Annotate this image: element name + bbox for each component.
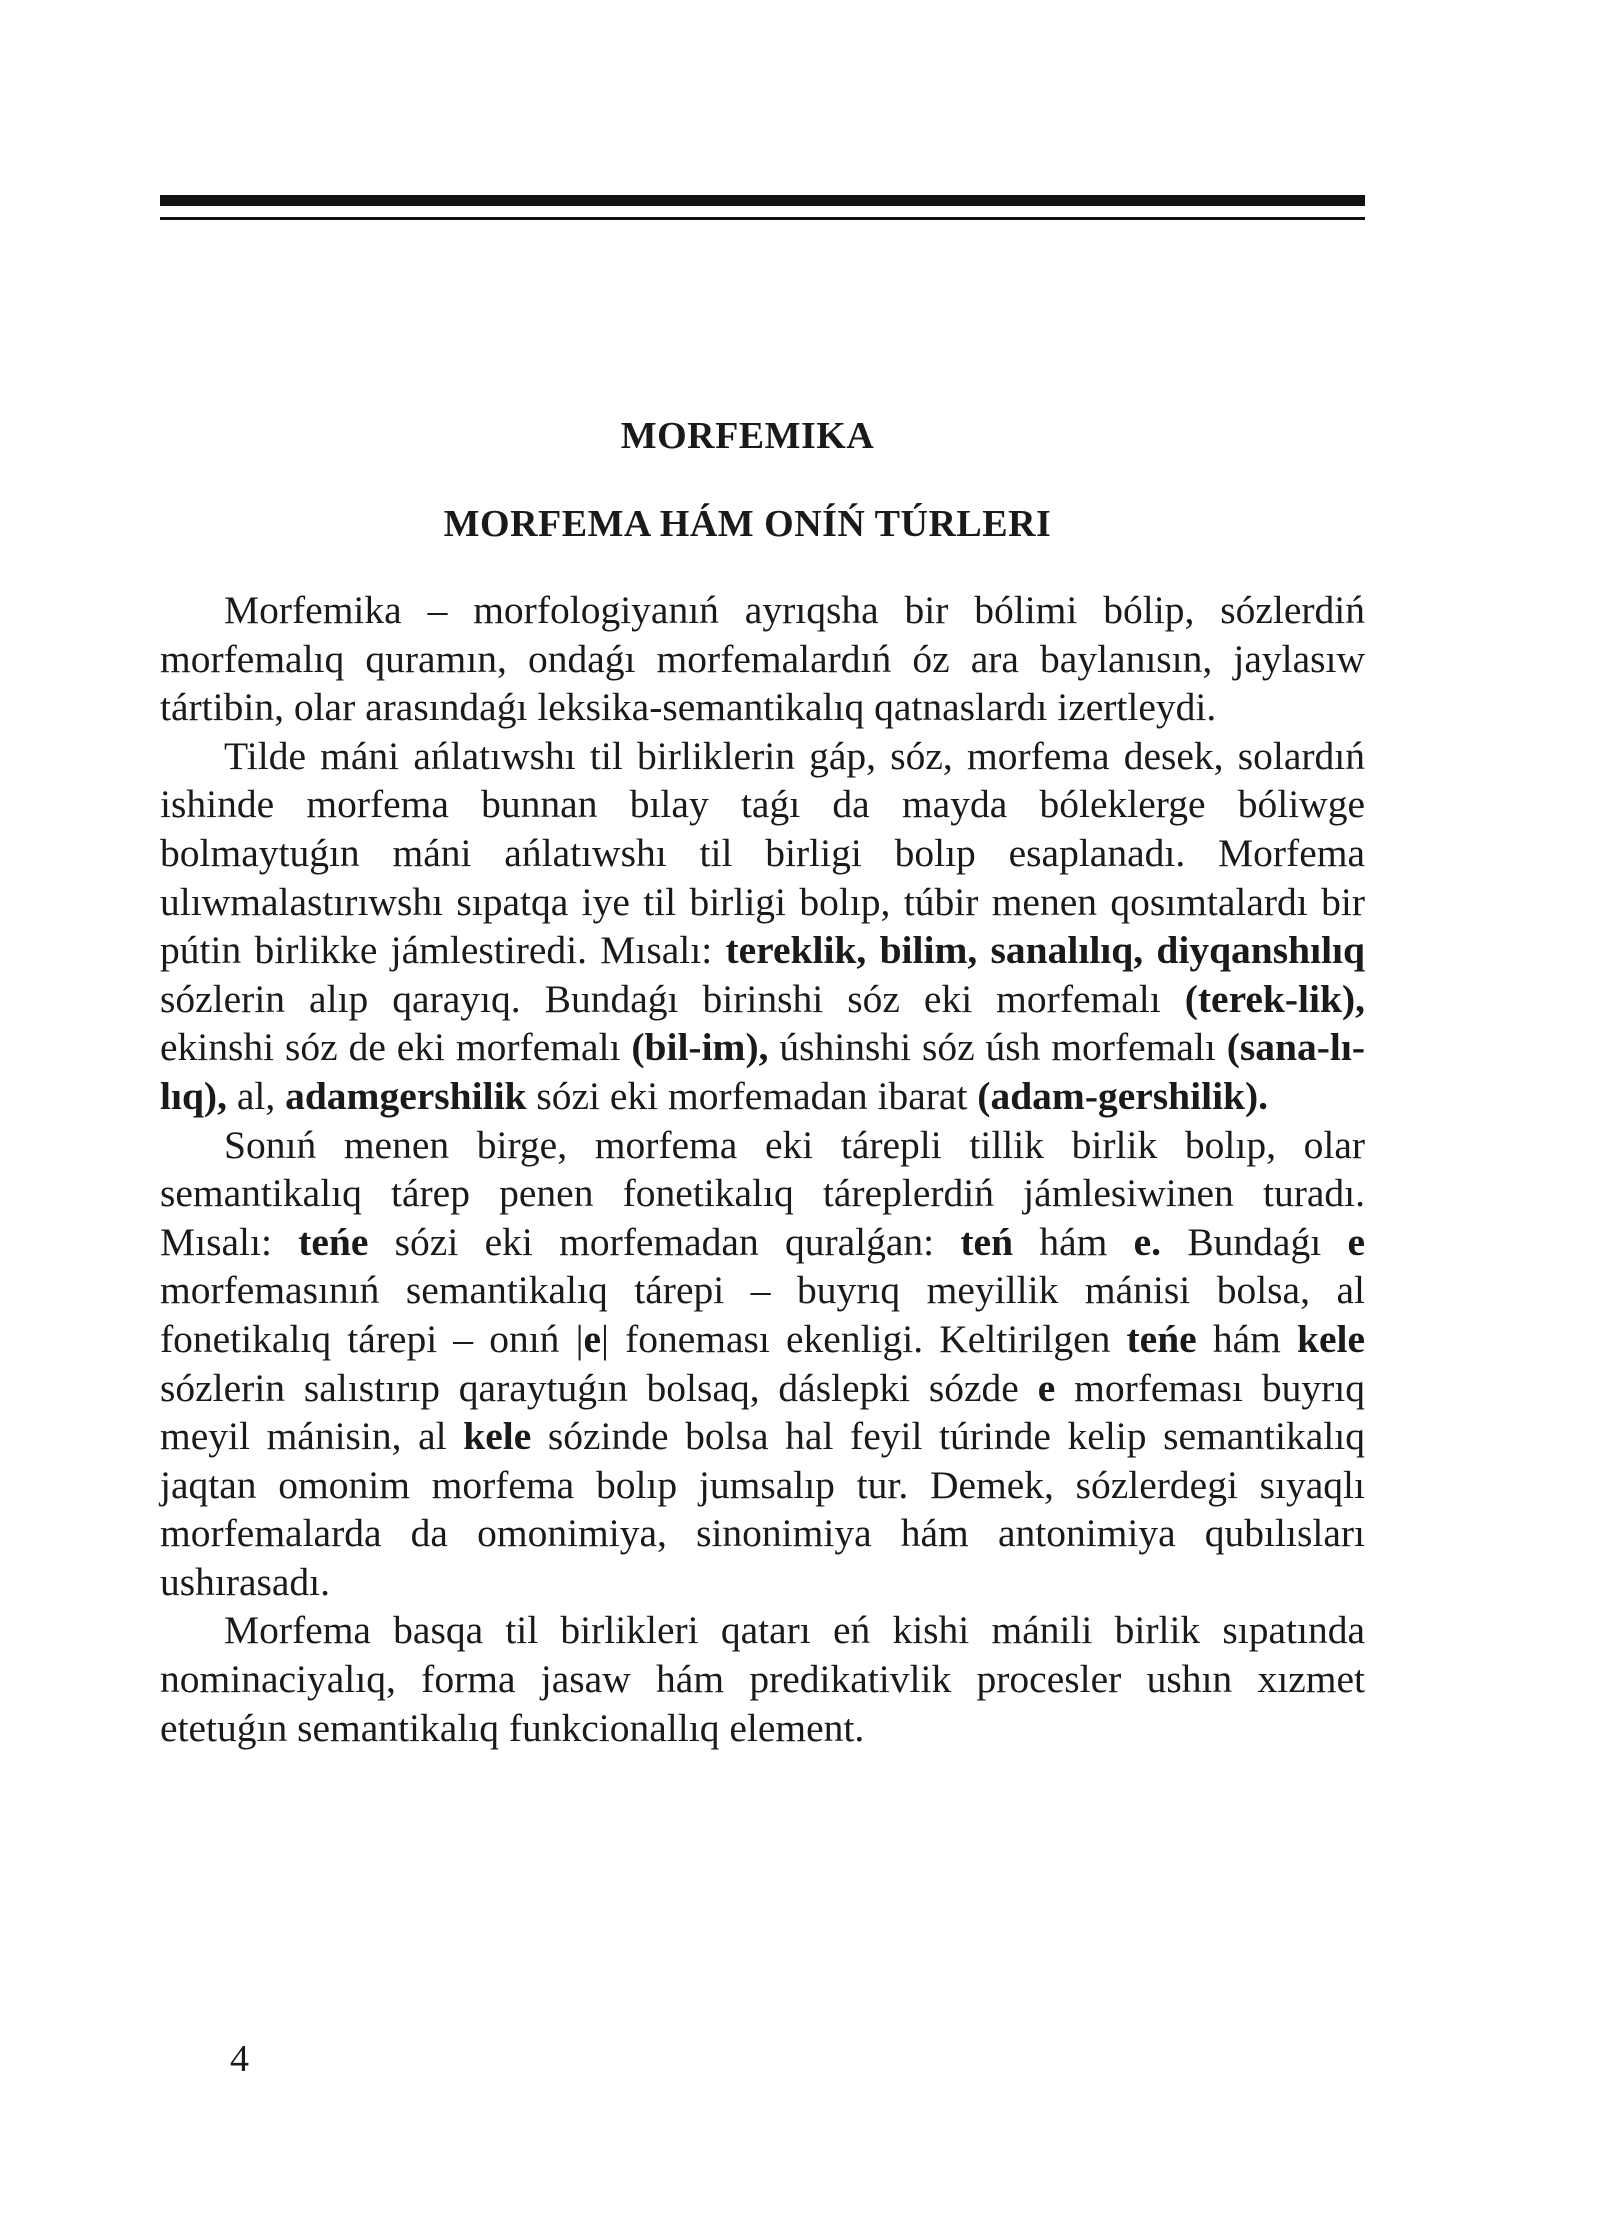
bold-term: e [1037, 1365, 1056, 1410]
bold-term: e [1347, 1219, 1365, 1264]
text-run: sózi eki morfemadan ibarat [526, 1073, 978, 1118]
phoneme-bracket: | [601, 1316, 609, 1361]
bold-term: teńe [1126, 1316, 1197, 1361]
body-text [160, 586, 1365, 1752]
bold-term: e. [1133, 1219, 1162, 1264]
text-run: sózinde bolsa hal feyil túrinde kelip semantikalıq jaqtan omonim morfema bolıp jumsalıp tur. Demek, sózlerdegi sıyaqlı morfemalarda da omonimiya, sinonimiya hám antonimiya qubılısları ushırasadı. [160, 1414, 1365, 1604]
bold-term: (bil-im), [631, 1025, 769, 1070]
text-run: morfemasınıń semantikalıq tárepi – buyrıq meyillik mánisi bolsa, al fonetikalıq tárepi – onıń [160, 1268, 1365, 1361]
text-run: Tilde máni ańlatıwshı til birliklerin gáp, sóz, morfema desek, solardıń ishinde morfema bunnan bılay taǵı da mayda bóleklerge bóliwge bolmaytuǵın máni ańlatıwshı til birligi bolıp esaplanadı. Morfema ulıwmalastırıwshı sıpatqa iye til birligi bolıp, túbir menen qosımtalardı bir pútin birlikke jámlestiredi. Mısalı: [160, 733, 1365, 973]
bold-term: teńe [298, 1219, 369, 1264]
bold-term: (adam-gershilik). [977, 1073, 1269, 1118]
text-run: Sonıń menen birge, morfema eki tárepli tillik birlik bolıp, olar semantikalıq tárep penen fonetikalıq táreplerdiń jámlesiwinen turadı. Mısalı: [160, 1122, 1365, 1264]
text-run: hám [1013, 1219, 1134, 1264]
text-run: Morfemika – morfologiyanıń ayrıqsha bir bólimi bólip, sózlerdiń morfemalıq quramın, ondaǵı morfemalardıń óz ara baylanısın, jaylasıw tártibin, olar arasındaǵı leksika-semantikalıq qatnaslardı izertleydi. [160, 588, 1365, 730]
phoneme-bracket: | [575, 1316, 584, 1361]
bold-term: e [583, 1316, 602, 1361]
bold-term: kele [463, 1414, 532, 1459]
header-rule-thick [160, 195, 1365, 206]
text-run: foneması ekenligi. Keltirilgen [608, 1316, 1127, 1361]
paragraph-1 [160, 586, 1365, 732]
bold-term: (sana-lı-lıq), [160, 1025, 1365, 1118]
text-run: morfeması buyrıq meyil mánisin, al [160, 1365, 1365, 1459]
chapter-heading: MORFEMIKA [620, 415, 875, 457]
text-run: hám [1196, 1316, 1297, 1361]
paragraph-3 [160, 1121, 1365, 1607]
text-run: úshinshi sóz úsh morfemalı [768, 1025, 1227, 1070]
text-run: sózlerin alıp qarayıq. Bundaǵı birinshi sóz eki morfemalı [160, 976, 1185, 1021]
section-heading: MORFEMA HÁM ONÍŃ TÚRLERI [443, 503, 1052, 545]
text-run: al, [226, 1073, 286, 1118]
header-rule-thin [160, 217, 1365, 220]
bold-term: (terek-lik), [1184, 976, 1365, 1021]
text-run: sózlerin salıstırıp qaraytuǵın bolsaq, dáslepki sózde [160, 1365, 1038, 1410]
text-run: Bundaǵı [1161, 1219, 1348, 1264]
text-run: sózi eki morfemadan quralǵan: [368, 1219, 961, 1264]
bold-term: kele [1296, 1316, 1365, 1361]
text-run: ekinshi sóz de eki morfemalı [160, 1025, 632, 1070]
bold-term: adamgershilik [285, 1073, 527, 1118]
bold-term: teń [960, 1219, 1014, 1264]
bold-term: tereklik, bilim, sanalılıq, diyqanshılıq [725, 928, 1366, 973]
paragraph-4 [160, 1606, 1365, 1752]
paragraph-2 [160, 732, 1365, 1121]
page-number: 4 [230, 2038, 249, 2080]
text-run: Morfema basqa til birlikleri qatarı eń kishi mánili birlik sıpatında nominaciyalıq, forma jasaw hám predikativlik procesler ushın xızmet etetuǵın semantikalıq funkcionallıq element. [160, 1608, 1365, 1750]
